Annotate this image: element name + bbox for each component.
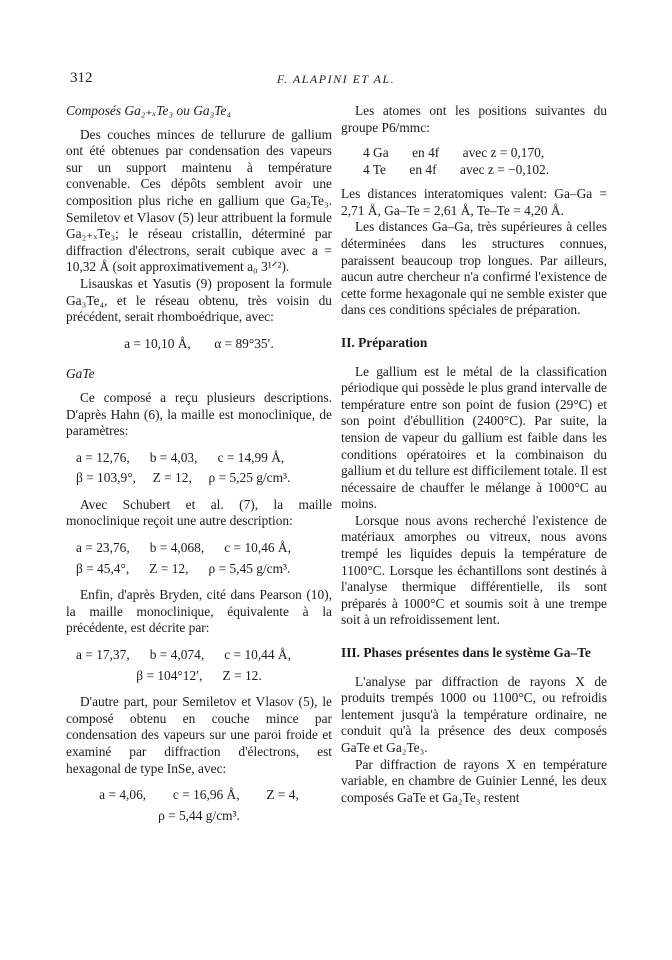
equation: β = 103,9°, Z = 12, ρ = 5,25 g/cm³.	[76, 470, 291, 486]
paragraph: Ce composé a reçu plusieurs descriptions. D'après Hahn (6), la maille est monoclinique, de paramètres:	[66, 389, 332, 439]
paragraph: Les atomes ont les positions suivantes du groupe P6/mmc:	[341, 103, 607, 135]
equation: β = 45,4°, Z = 12, ρ = 5,45 g/cm³.	[76, 560, 291, 576]
equation: β = 104°12′, Z = 12.	[136, 667, 262, 683]
page-header	[70, 70, 602, 90]
equation: ρ = 5,44 g/cm³.	[158, 807, 240, 823]
section-heading-preparation: II. Préparation	[341, 334, 428, 350]
running-head: F. ALAPINI ET AL.	[276, 72, 396, 86]
paragraph: Les distances Ga–Ga, très supérieures à celles déterminées dans les structures connues, paraissent beaucoup trop longues. Par ailleurs, aucun autre chercheur n'a confirmé l'existence de cette forme hexagonale qui ne semble exister que dans ces conditions spéciales de préparation.	[341, 219, 607, 318]
equation: a = 12,76, b = 4,03, c = 14,99 Å,	[76, 449, 285, 465]
paragraph: Par diffraction de rayons X en température variable, en chambre de Guinier Lenné, les deux composés GaTe et Ga₂Te₃ restent	[341, 756, 607, 805]
paragraph: Lorsque nous avons recherché l'existence de matériaux amorphes ou vitreux, nous avons trempé les liquides depuis la température de 1100°C. Lorsque les échantillons sont destinés à l'analyse thermique différentielle, ils sont préparés à 1000°C et soumis soit à une trempe soit à un refroidissement lent.	[341, 512, 607, 628]
equation: a = 10,10 Å, α = 89°35′.	[124, 335, 274, 351]
paragraph: Lisauskas et Yasutis (9) proposent la formule Ga₃Te₄, et le réseau obtenu, très voisin du précédent, serait rhomboédrique, avec:	[66, 275, 332, 325]
equation: a = 4,06, c = 16,96 Å, Z = 4,	[99, 787, 299, 803]
subheading-gate: GaTe	[66, 366, 95, 382]
atomic-position: 4 Ga en 4f avec z = 0,170,	[363, 145, 545, 161]
right-column	[341, 103, 607, 806]
paragraph: Le gallium est le métal de la classification périodique qui possède le plus grand intervalle de température entre son point de fusion (29°C) et son point d'ébullition (2400°C). Par suite, la tension de vapeur du gallium est faible dans les conditions opératoires et la combinaison du gallium et du tellure est difficilement totale. Il est nécessaire de chauffer le mélange à 1000°C au moins.	[341, 363, 607, 512]
paragraph: L'analyse par diffraction de rayons X de produits trempés 1000 ou 1100°C, ou refroidis lentement jusqu'à la température ordinaire, ne conduit qu'à la présence des deux composés GaTe et Ga₂Te₃.	[341, 673, 607, 755]
atomic-position: 4 Te en 4f avec z = −0,102.	[363, 162, 550, 178]
page-number: 312	[70, 70, 93, 86]
left-column	[66, 103, 332, 834]
equation: a = 17,37, b = 4,074, c = 10,44 Å,	[76, 647, 291, 663]
paragraph: Avec Schubert et al. (7), la maille monoclinique reçoit une autre description:	[66, 496, 332, 529]
section-heading-phases: III. Phases présentes dans le système Ga–Te	[341, 645, 591, 661]
equation: a = 23,76, b = 4,068, c = 10,46 Å,	[76, 540, 291, 556]
paragraph: Enfin, d'après Bryden, cité dans Pearson (10), la maille monoclinique, équivalente à la précédente, est décrite par:	[66, 587, 332, 636]
subheading-ga2te3: Composés Ga₂₊ₓTe₃ ou Ga₃Te₄	[66, 103, 232, 118]
paragraph: D'autre part, pour Semiletov et Vlasov (5), le composé obtenu en couche mince par condensation des vapeurs sur une paroi froide et examiné par diffraction d'électrons, est hexagonal de type InSe, avec:	[66, 694, 332, 776]
paragraph: Des couches minces de tellurure de gallium ont été obtenues par condensation des vapeurs sur un support maintenu à température convenable. Ces dépôts semblent avoir une composition plus riche en gallium que Ga₂Te₃. Semiletov et Vlasov (5) leur attribuent la formule Ga₂₊ₓTe₃; le réseau cristallin, déterminé par diffraction d'électrons, serait cubique avec a = 10,32 Å (soit approximativement a₀ 3¹ᐟ²).	[66, 126, 332, 275]
paragraph: Les distances interatomiques valent: Ga–Ga = 2,71 Å, Ga–Te = 2,61 Å, Te–Te = 4,20 Å.	[341, 186, 607, 218]
